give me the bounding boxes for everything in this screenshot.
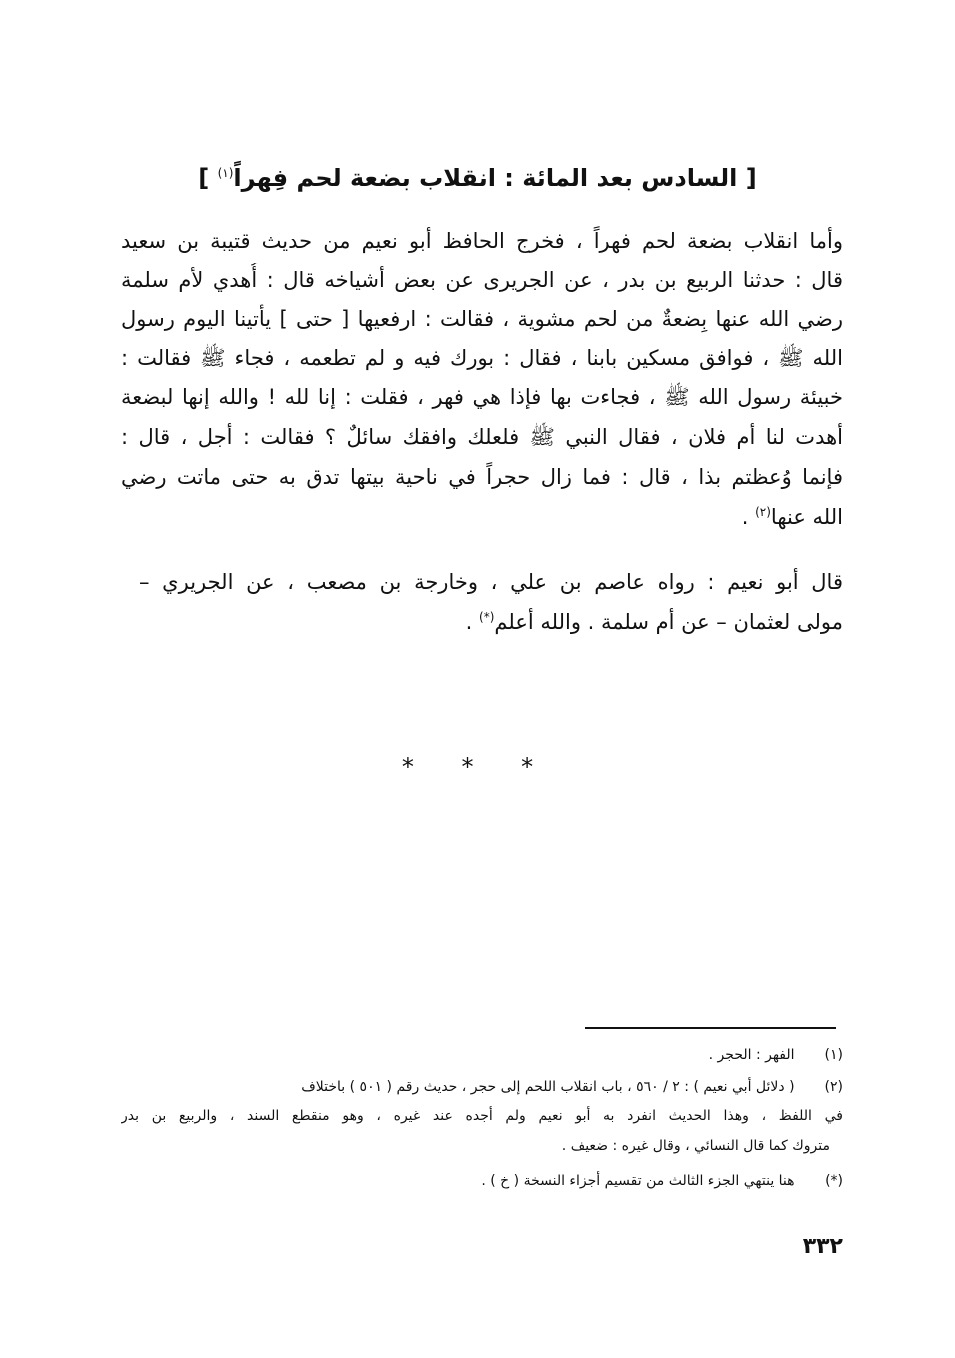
footnote-text: ( دلائل أبي نعيم ) : ٢ / ٥٦٠ ، باب انقلاب اللحم إلى حجر ، حديث رقم ( ٥٠١ ) باختلاف <box>301 1079 795 1095</box>
footnote-ref-2: (٢) <box>755 505 771 519</box>
paragraph-last-end: . <box>741 505 756 529</box>
heading-close-bracket: ] <box>198 164 210 192</box>
footnote-ref-star: (*) <box>479 610 495 624</box>
heading-title: السادس بعد المائة : انقلاب بضعة لحم فِهراً <box>233 164 738 192</box>
footnote-marker: (٢) <box>824 1079 843 1095</box>
paragraph-line: رضي الله عنها بِضعةٌ من لحم مشوية ، فقالت : ارفعيها [ حتى ] يأتينا اليوم رسول <box>121 307 843 331</box>
footnote-text: هنا ينتهي الجزء الثالث من تقسيم أجزاء النسخة ( خ ) . <box>481 1173 795 1189</box>
paragraph-line: قال : حدثنا الربيع بن بدر ، عن الجريرى عن بعض أشياخه قال : أُهدي لأم سلمة <box>121 268 843 292</box>
footnote-divider <box>585 1027 836 1029</box>
footnote-continuation: في اللفظ ، وهذا الحديث انفرد به أبو نعيم ولم أجده عند غيره ، وهو منقطع السند ، والربيع بن بدر <box>121 1108 843 1124</box>
footnote-marker: (١) <box>824 1047 843 1063</box>
paragraph-last-text: الله عنها <box>770 505 843 529</box>
paragraph-line: خبيئة رسول الله ﷺ ، فجاءت بها فإذا هي فهر ، فقلت : إنا لله ! والله إنها لبضعة <box>121 385 843 409</box>
footnote-continuation: متروك كما قال النسائي ، وقال غيره : ضعيف . <box>561 1138 830 1154</box>
footnote-item <box>121 1044 843 1066</box>
paragraph-line: الله ﷺ ، فوافق مسكين بابنا ، فقال : بورك فيه و لم تطعمه ، فجاء ﷺ فقالت : <box>121 346 843 370</box>
footnote-item <box>121 1170 843 1192</box>
heading-footnote-ref: (١) <box>217 166 234 180</box>
footnote-text: الفهر : الحجر . <box>708 1047 795 1063</box>
page-number: ٣٣٢ <box>802 1234 843 1259</box>
section-heading <box>120 158 835 198</box>
paragraph-line-last <box>121 500 843 534</box>
footnote-item <box>121 1076 843 1098</box>
section-separator: * * * <box>401 753 554 781</box>
heading-open-bracket: [ <box>745 164 757 192</box>
paragraph-line: أهدت لنا أم فلان ، فقال النبي ﷺ فلعلك وافقك سائلٌ ؟ فقالت : أجل ، قال : <box>121 425 843 449</box>
paragraph-line: قال أبو نعيم : رواه عاصم بن علي ، وخارجة بن مصعب ، عن الجريري – <box>139 570 843 594</box>
paragraph-line: فإنما وُعظتم بذا ، قال : فما زال حجراً في ناحية بيتها تدق به حتى ماتت رضي <box>121 465 843 489</box>
paragraph-last-end: . <box>465 610 480 634</box>
paragraph-line-last <box>121 605 843 639</box>
paragraph-last-text: مولى لعثمان – عن أم سلمة . والله أعلم <box>494 610 843 634</box>
paragraph-line: وأما انقلاب بضعة لحم فهراً ، فخرج الحافظ أبو نعيم من حديث قتيبة بن سعيد <box>121 229 843 253</box>
footnote-marker: (*) <box>825 1173 843 1189</box>
